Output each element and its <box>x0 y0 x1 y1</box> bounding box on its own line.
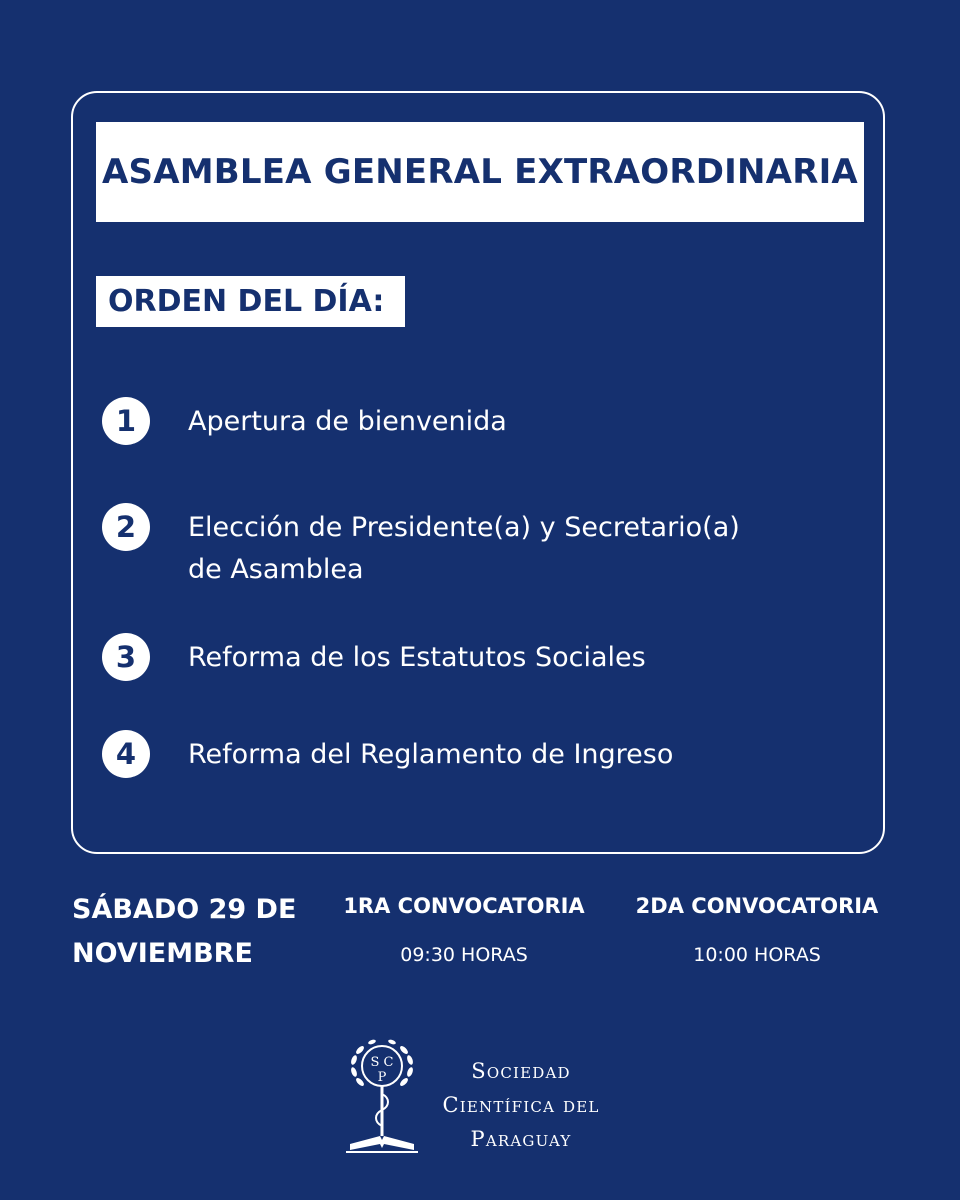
organization-name: Sociedad Científica del Paraguay <box>442 1059 600 1151</box>
agenda-item-text: Elección de Presidente(a) y Secretario(a) de Asamblea <box>188 512 740 585</box>
item-number-badge: 1 <box>102 397 150 445</box>
first-call <box>324 890 604 968</box>
svg-text:S C: S C <box>370 1055 394 1070</box>
agenda-item-text: Apertura de bienvenida <box>188 406 507 437</box>
item-number-badge: 2 <box>102 503 150 551</box>
scp-emblem-icon <box>344 1036 420 1154</box>
item-number-badge: 3 <box>102 633 150 681</box>
first-call-title: 1RA CONVOCATORIA <box>343 894 585 918</box>
agenda-item-text: Reforma del Reglamento de Ingreso <box>188 739 674 770</box>
second-call <box>617 890 897 968</box>
first-call-time: 09:30 HORAS <box>400 944 528 966</box>
subtitle-banner <box>96 276 405 327</box>
page-title: ASAMBLEA GENERAL EXTRAORDINARIA <box>102 152 858 192</box>
second-call-title: 2DA CONVOCATORIA <box>635 894 879 918</box>
organization-logo <box>344 1036 614 1156</box>
agenda-heading: ORDEN DEL DÍA: <box>108 284 385 319</box>
second-call-time: 10:00 HORAS <box>693 944 821 966</box>
event-date: SÁBADO 29 DE NOVIEMBRE <box>72 894 297 969</box>
title-banner <box>96 122 864 222</box>
item-number-badge: 4 <box>102 730 150 778</box>
agenda-item-text: Reforma de los Estatutos Sociales <box>188 642 646 673</box>
svg-text:P: P <box>377 1070 387 1085</box>
